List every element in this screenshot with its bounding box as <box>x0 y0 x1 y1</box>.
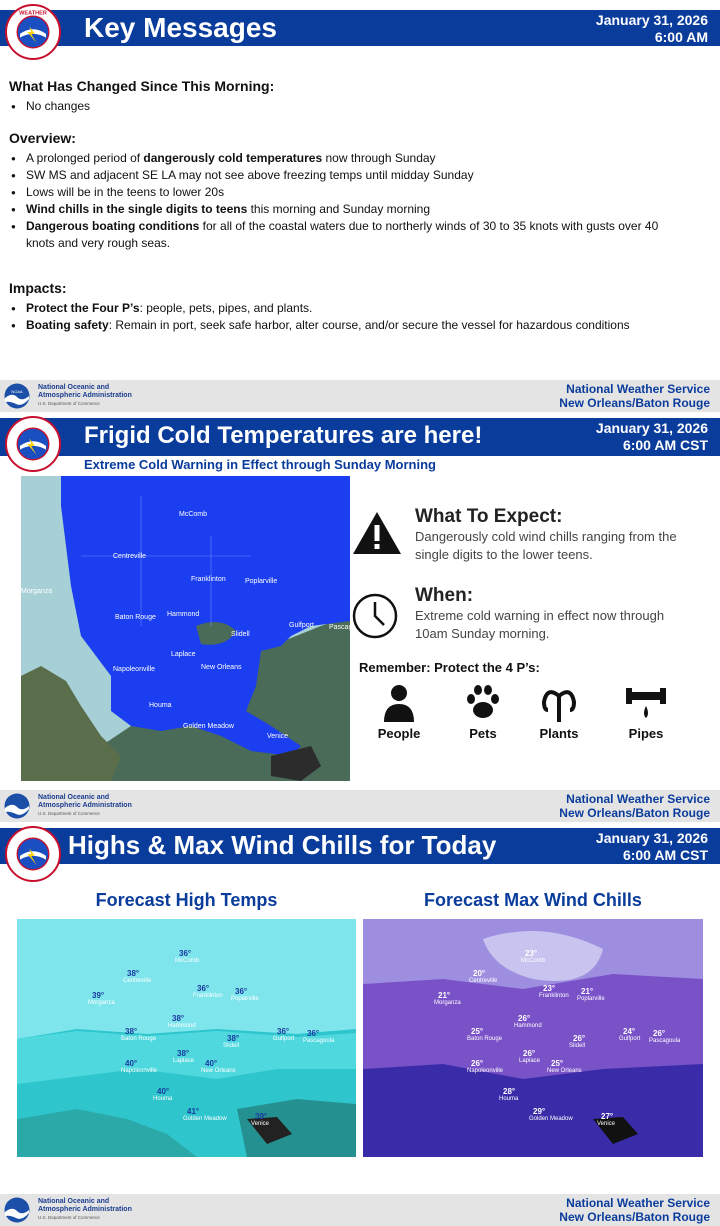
city-label: Hammond <box>168 1023 196 1029</box>
when-text: Extreme cold warning in effect now through 10am Sunday morning. <box>415 608 665 641</box>
warning-subtitle: Extreme Cold Warning in Effect through Sunday Morning <box>70 456 720 474</box>
list-item: ● Protect the Four P’s: people, pets, pipes, and plants. <box>9 300 709 317</box>
temp-value: 20° <box>473 969 486 978</box>
noaa-name: National Oceanic and Atmospheric Administration U.S. Department of Commerce <box>38 384 132 406</box>
temp-value: 26° <box>471 1059 484 1068</box>
expect-heading: What To Expect: <box>415 506 563 527</box>
wind-chills-title: Forecast Max Wind Chills <box>424 890 642 910</box>
overview-list <box>9 150 709 252</box>
nws-office: National Weather Service New Orleans/Baton Rouge <box>559 382 710 410</box>
when-heading: When: <box>415 585 474 606</box>
temp-value: 40° <box>205 1059 218 1068</box>
svg-text:WEATHER: WEATHER <box>19 10 47 17</box>
date-text: January 31, 2026 <box>595 12 708 28</box>
pipe-icon <box>626 682 666 722</box>
city-label: Houma <box>499 1096 519 1102</box>
nws-logo-icon <box>7 418 59 470</box>
remember-heading: Remember: Protect the 4 P’s: <box>359 660 540 675</box>
nws-logo <box>5 416 61 472</box>
city-label: Napoleonville <box>113 666 156 673</box>
frigid-cold-panel <box>0 414 720 822</box>
temp-value: 41° <box>187 1107 200 1116</box>
city-label: Centreville <box>123 978 152 984</box>
nws-office: National Weather Service New Orleans/Baton Rouge <box>559 792 710 820</box>
list-item: ● A prolonged period of dangerously cold temperatures now through Sunday <box>9 150 709 167</box>
city-label: Venice <box>597 1121 616 1127</box>
noaa-logo <box>4 793 30 819</box>
highs-windchill-panel <box>0 824 720 1226</box>
city-label: Poplarville <box>231 996 259 1002</box>
temp-value: 36° <box>277 1027 290 1036</box>
city-label: Venice <box>251 1121 270 1127</box>
plant-icon <box>539 682 579 722</box>
footer <box>0 790 720 822</box>
panel-title: Highs & Max Wind Chills for Today <box>68 830 497 860</box>
temp-value: 36° <box>307 1029 320 1038</box>
city-label: Poplarville <box>245 578 278 585</box>
nws-logo-icon <box>7 828 59 880</box>
temp-value: 25° <box>471 1027 484 1036</box>
temp-value: 21° <box>581 987 594 996</box>
temp-value: 26° <box>573 1034 586 1043</box>
date-stamp <box>596 12 708 46</box>
temp-value: 38° <box>125 1027 138 1036</box>
temp-value: 28° <box>503 1087 516 1096</box>
city-label: Franklinton <box>539 993 569 999</box>
panel-title: Frigid Cold Temperatures are here! <box>84 422 483 449</box>
list-item: ● Boating safety: Remain in port, seek safe harbor, alter course, and/or secure the vessel for hazardous conditions <box>9 317 709 334</box>
temp-value: 26° <box>518 1014 531 1023</box>
list-item: ● Lows will be in the teens to lower 20s <box>9 184 709 201</box>
paw-icon <box>463 682 503 722</box>
clock-icon <box>351 592 399 640</box>
city-label: Slidell <box>231 631 250 638</box>
person-icon <box>379 682 419 722</box>
high-temps-map <box>17 919 356 1157</box>
city-label: Morganza <box>434 1000 461 1006</box>
nws-logo <box>5 826 61 882</box>
temp-value: 26° <box>653 1029 666 1038</box>
high-temps-title: Forecast High Temps <box>95 890 278 910</box>
temp-value: 40° <box>125 1059 138 1068</box>
city-label: Morganza <box>21 588 53 595</box>
date-stamp: January 31, 2026 6:00 AM CST <box>595 420 708 453</box>
temp-value: 26° <box>523 1049 536 1058</box>
city-label: Slidell <box>223 1043 240 1049</box>
city-label: Laplace <box>519 1058 541 1064</box>
time-text: 6:00 AM <box>654 29 708 45</box>
temp-value: 38° <box>127 969 140 978</box>
wind-chill-map <box>363 919 703 1157</box>
city-label: Gulfport <box>289 622 314 629</box>
city-label: Napoleonville <box>121 1068 158 1074</box>
city-label: Franklinton <box>193 993 223 999</box>
changed-list <box>9 98 709 115</box>
city-label: Laplace <box>171 651 196 658</box>
temp-value: 23° <box>543 984 556 993</box>
city-label: Pascagoula <box>329 624 366 631</box>
temp-value: 27° <box>601 1112 614 1121</box>
warning-map <box>21 476 366 781</box>
temp-value: 21° <box>438 991 451 1000</box>
temp-value: 24° <box>623 1027 636 1036</box>
temp-value: 38° <box>227 1034 240 1043</box>
impacts-heading: Impacts: <box>9 280 67 296</box>
city-label: Gulfport <box>619 1036 641 1042</box>
temp-value: 29° <box>533 1107 546 1116</box>
nws-logo <box>5 4 61 60</box>
city-label: Houma <box>149 702 172 709</box>
temp-value: 40° <box>157 1087 170 1096</box>
noaa-logo-icon <box>4 1197 30 1223</box>
city-label: McComb <box>521 958 546 964</box>
pipes-item: Pipes <box>611 682 681 741</box>
city-label: Centreville <box>113 553 147 560</box>
list-item: ● SW MS and adjacent SE LA may not see above freezing temps until midday Sunday <box>9 167 709 184</box>
people-item: People <box>364 682 434 741</box>
city-label: McComb <box>175 958 200 964</box>
city-label: Baton Rouge <box>121 1036 157 1042</box>
city-label: Franklinton <box>191 576 226 583</box>
city-label: Laplace <box>173 1058 195 1064</box>
footer <box>0 1194 720 1226</box>
panel-title: Key Messages <box>84 12 278 43</box>
city-label: Hammond <box>167 611 200 618</box>
nws-logo-icon <box>7 6 59 58</box>
city-label: Slidell <box>569 1043 586 1049</box>
noaa-logo-icon <box>4 383 30 409</box>
city-label: Pascagoula <box>303 1038 335 1044</box>
temp-value: 36° <box>179 949 192 958</box>
date-stamp: January 31, 2026 6:00 AM CST <box>595 830 708 863</box>
noaa-name: National Oceanic and Atmospheric Administration U.S. Department of Commerce <box>38 1198 132 1220</box>
city-label: Napoleonville <box>467 1068 504 1074</box>
temp-value: 39° <box>255 1112 268 1121</box>
temp-value: 25° <box>551 1059 564 1068</box>
city-label: New Orleans <box>201 1068 236 1074</box>
noaa-logo <box>4 383 30 409</box>
city-label: Golden Meadow <box>183 1116 227 1122</box>
overview-heading: Overview: <box>9 130 76 146</box>
impacts-list <box>9 300 709 334</box>
key-messages-panel <box>0 0 720 412</box>
temp-value: 36° <box>235 987 248 996</box>
city-label: Venice <box>267 733 289 740</box>
key-messages-body <box>9 78 709 334</box>
city-label: Golden Meadow <box>529 1116 573 1122</box>
noaa-logo <box>4 1197 30 1223</box>
city-label: New Orleans <box>547 1068 582 1074</box>
list-item: ● No changes <box>9 98 709 115</box>
temp-value: 38° <box>177 1049 190 1058</box>
city-label: Gulfport <box>273 1036 295 1042</box>
noaa-logo-icon <box>4 793 30 819</box>
city-label: Pascagoula <box>649 1038 681 1044</box>
temp-value: 39° <box>92 991 105 1000</box>
footer <box>0 380 720 412</box>
list-item: ● Wind chills in the single digits to teens this morning and Sunday morning <box>9 201 709 218</box>
temp-value: 23° <box>525 949 538 958</box>
city-label: Poplarville <box>577 996 605 1002</box>
pets-item: Pets <box>448 682 518 741</box>
city-label: Baton Rouge <box>467 1036 503 1042</box>
city-label: Centreville <box>469 978 498 984</box>
city-label: Baton Rouge <box>115 614 156 621</box>
noaa-name: National Oceanic and Atmospheric Administration U.S. Department of Commerce <box>38 794 132 816</box>
city-label: Golden Meadow <box>183 723 234 730</box>
svg-text:NOAA: NOAA <box>11 389 23 394</box>
temp-value: 36° <box>197 984 210 993</box>
temp-value: 38° <box>172 1014 185 1023</box>
warning-triangle-icon <box>351 510 403 556</box>
city-label: Houma <box>153 1096 173 1102</box>
list-item: ● Dangerous boating conditions for all of the coastal waters due to northerly winds of 30 to 35 knots with gusts over 40 knots and very rough seas. <box>9 218 709 252</box>
nws-office: National Weather Service New Orleans/Baton Rouge <box>559 1196 710 1224</box>
plants-item: Plants <box>524 682 594 741</box>
city-label: Morganza <box>88 1000 115 1006</box>
expect-text: Dangerously cold wind chills ranging from the single digits to the lower teens. <box>415 529 677 562</box>
city-label: Hammond <box>514 1023 542 1029</box>
changed-heading: What Has Changed Since This Morning: <box>9 78 275 94</box>
city-label: New Orleans <box>201 664 242 671</box>
city-label: McComb <box>179 511 208 518</box>
